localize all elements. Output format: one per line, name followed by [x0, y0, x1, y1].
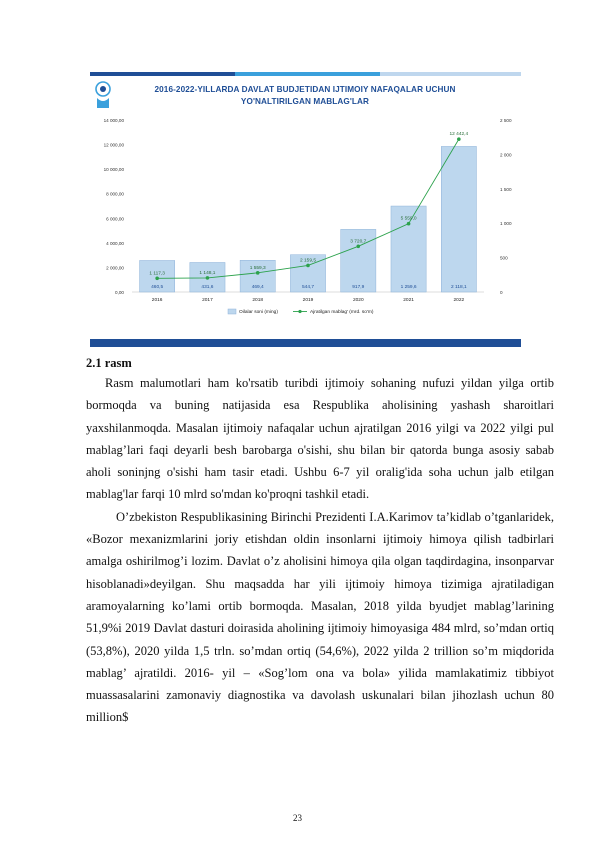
paragraph-1: Rasm malumotlari ham ko'rsatib turibdi ijtimoiy sohaning nufuzi yildan yilga ortib bormoqda va buning natijasida esa Respublika aholisining yashash sharoitlari yaxshilanmoqda. Masalan ijtimoiy nafaqalar uchun ajratilgan 2016 yilgi va 2022 yilgi pul mablag’lari faqi deyarli besh barobarga o'sishi, shu bilan bir qatorda bunga asosiy sabab aholi soninjng o'sishi ham tasir etadi. Ushbu 6-7 yil oralig'ida soha uchun jalb etilgan mablag'lar farqi 10 mlrd so'mdan ko'proqni tashkil etadi.: [86, 376, 554, 502]
x-tick-label: 2021: [403, 298, 414, 303]
legend-line-marker: [298, 310, 301, 313]
right-axis-tick-label: 1 000: [500, 221, 512, 227]
line-data-label: 2 159,5: [299, 258, 317, 264]
figure-bottom-stripe: [90, 339, 521, 347]
bar-data-label: 460,5: [151, 285, 164, 290]
line-data-label: 3 720,7: [350, 239, 367, 245]
left-axis-tick-label: 4 000,00: [106, 240, 124, 246]
left-axis-tick-label: 6 000,00: [106, 216, 124, 222]
bar-data-label: 544,7: [301, 285, 315, 290]
line-point-2018: [256, 271, 260, 275]
x-tick-label: 2018: [252, 298, 264, 303]
right-axis-tick-label: 2 500: [500, 118, 512, 123]
chart-title-line2: YO'NALTIRILGAN MABLAG'LAR: [240, 97, 370, 106]
legend-bar-swatch: [228, 309, 236, 314]
page-number: 23: [293, 813, 302, 823]
left-axis-tick-label: 0,00: [115, 290, 124, 295]
line-data-label: 1 148,1: [199, 270, 216, 276]
right-axis-tick-label: 2 000: [500, 152, 512, 158]
right-axis-tick-label: 0: [500, 290, 503, 295]
bar-data-label: 431,6: [201, 285, 214, 290]
chart-title-line1: 2016-2022-YILLARDA DAVLAT BUDJETIDAN IJTIMOIY NAFAQALAR UCHUN: [154, 85, 456, 94]
left-axis-tick-label: 2 000,00: [106, 265, 124, 271]
line-point-2022: [457, 137, 461, 141]
line-data-label: 12 442,4: [449, 132, 469, 138]
line-point-2016: [155, 276, 159, 280]
legend-line-label: Ajratilgan mablag' (mrd. so'm): [310, 310, 374, 315]
chart-svg: [88, 70, 522, 320]
left-axis-tick-label: 12 000,00: [103, 142, 124, 148]
right-axis-tick-label: 500: [500, 255, 508, 261]
x-tick-label: 2022: [453, 298, 465, 303]
x-tick-label: 2016: [151, 298, 163, 303]
bar-data-label: 917,9: [352, 285, 365, 290]
line-point-2020: [356, 244, 360, 248]
legend-bar-label: Oilalar soni (ming): [239, 310, 278, 315]
left-axis-tick-label: 8 000,00: [106, 191, 124, 197]
x-tick-label: 2020: [352, 298, 364, 303]
x-tick-label: 2019: [302, 298, 314, 303]
line-data-label: 1 559,3: [249, 265, 266, 271]
line-point-2021: [407, 222, 411, 226]
bar-data-label: 469,4: [251, 285, 264, 290]
bar-data-label: 1 259,6: [400, 285, 417, 290]
chart-figure: [88, 70, 522, 350]
figure-caption: 2.1 rasm: [86, 356, 132, 370]
line-data-label: 1 117,3: [149, 271, 165, 277]
line-point-2019: [306, 264, 310, 268]
bar-2022: [441, 146, 476, 292]
body-text: [86, 372, 554, 729]
left-axis-tick-label: 10 000,00: [103, 167, 124, 173]
x-tick-label: 2017: [202, 298, 213, 303]
paragraph-2: O’zbekiston Respublikasining Birinchi Prezidenti I.A.Karimov ta’kidlab o’tganlaridek, «Bozor mexanizmlarini joriy etishdan oldin insonlarni ijtimoiy himoya qilish tadbirlari amalga oshirilmog’i lozim. Davlat o’z aholisini himoya qila olgan taqdirdagina, insonparvar hisoblanadi»deyilgan. Shu maqsadda har yili ijtimoiy himoya tizimiga ajratiladigan aramoyalarning ko’lami ortib bormoqda. Masalan, 2018 yilda byudjet mablag’larining 51,9%i 2019 Davlat dasturi doirasida aholining ijtimoiy himoyasiga 484 mlrd, so’mdan ortiq (53,8%), 2020 yilda 1,5 trln. so’mdan ortiq (54,6%), 2022 yilda 2 trillion so’m miqdorida mablag’ ajratildi. 2016- yil – «Sog’lom ona va bola» yilida mamlakatimiz tibbiyot muassasalarini zamonaviy diagnostika va davolash uskunalari bilan jihozlash uchun 80 million$: [86, 509, 554, 725]
line-point-2017: [206, 276, 210, 280]
right-axis-tick-label: 1 500: [500, 186, 512, 192]
bar-data-label: 2 118,1: [451, 285, 467, 290]
line-data-label: 5 559,0: [400, 216, 417, 222]
left-axis-tick-label: 14 000,00: [103, 118, 124, 123]
